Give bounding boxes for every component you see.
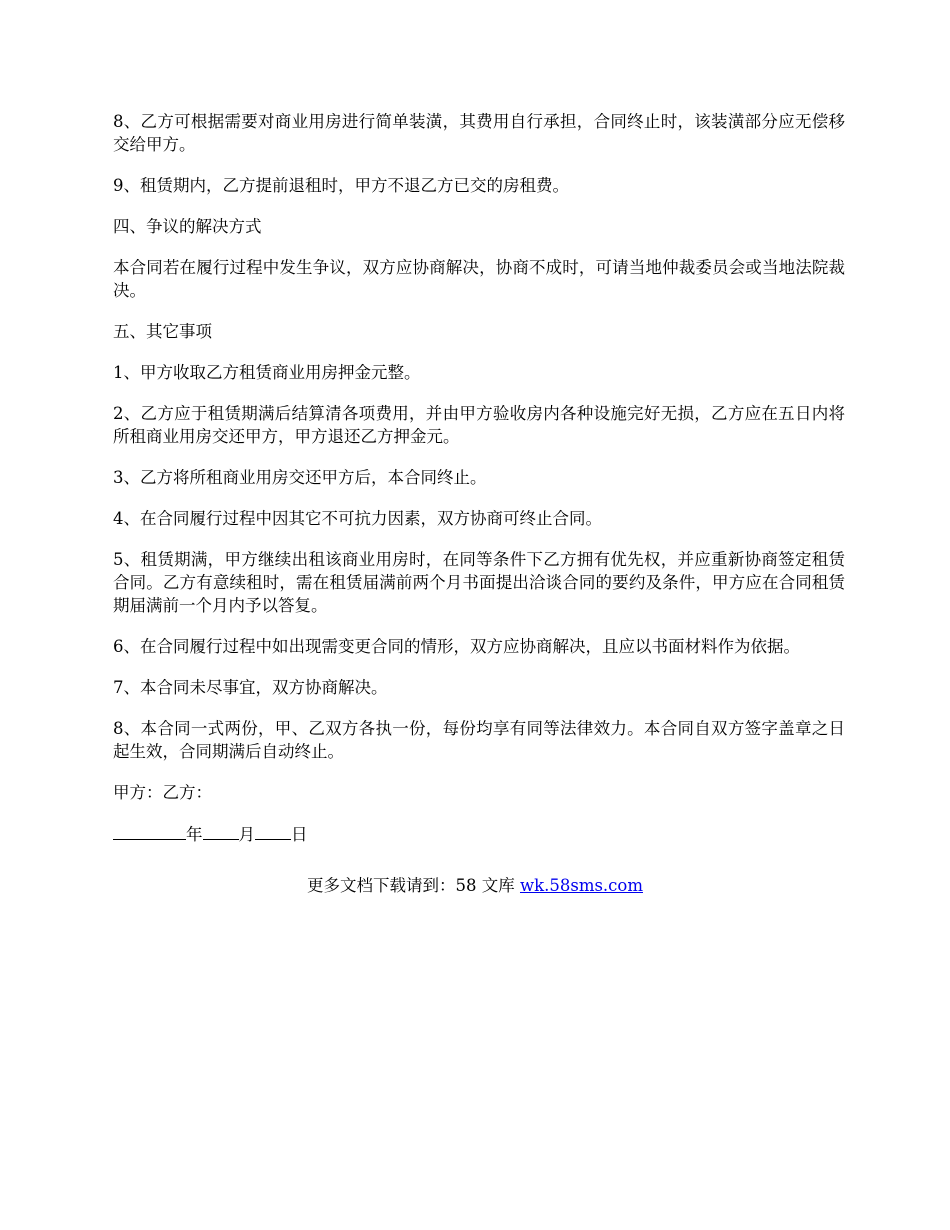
section-heading-dispute: 四、争议的解决方式 [113,217,262,236]
clause-9-early-termination: 9、租赁期内，乙方提前退租时，甲方不退乙方已交的房租费。 [113,176,569,195]
clause-8-decoration: 8、乙方可根据需要对商业用房进行简单装潢，其费用自行承担，合同终止时，该装潢部分应无偿移交给甲方。 [113,112,845,154]
dispute-resolution-text: 本合同若在履行过程中发生争议，双方应协商解决，协商不成时，可请当地仲裁委员会或当地法院裁决。 [113,258,845,300]
download-footer [0,874,950,897]
other-item-7: 7、本合同未尽事宜，双方协商解决。 [113,678,388,697]
month-label: 月 [238,825,255,844]
footer-link[interactable]: wk.58sms.com [519,876,643,895]
other-item-5: 5、租赁期满，甲方继续出租该商业用房时，在同等条件下乙方拥有优先权，并应重新协商签定租赁合同。乙方有意续租时，需在租赁届满前两个月书面提出洽谈合同的要约及条件，甲方应在合同租赁期届满前一个月内予以答复。 [113,550,845,615]
other-item-3: 3、乙方将所租商业用房交还甲方后，本合同终止。 [113,468,487,487]
signature-date-line [113,822,845,846]
year-blank [113,822,186,840]
year-label: 年 [186,825,203,844]
other-item-2: 2、乙方应于租赁期满后结算清各项费用，并由甲方验收房内各种设施完好无损，乙方应在五日内将所租商业用房交还甲方，甲方退还乙方押金元。 [113,404,845,446]
other-item-8: 8、本合同一式两份，甲、乙双方各执一份，每份均享有同等法律效力。本合同自双方签字盖章之日起生效，合同期满后自动终止。 [113,719,845,761]
footer-prefix: 更多文档下载请到：58 文库 [306,876,520,895]
other-item-1: 1、甲方收取乙方租赁商业用房押金元整。 [113,363,421,382]
other-item-6: 6、在合同履行过程中如出现需变更合同的情形，双方应协商解决，且应以书面材料作为依据。 [113,637,800,656]
day-label: 日 [291,825,308,844]
section-heading-other: 五、其它事项 [113,322,212,341]
signature-parties: 甲方：乙方： [113,783,212,802]
document-body [113,110,845,864]
month-blank [203,822,239,840]
other-item-4: 4、在合同履行过程中因其它不可抗力因素，双方协商可终止合同。 [113,509,602,528]
day-blank [255,822,291,840]
